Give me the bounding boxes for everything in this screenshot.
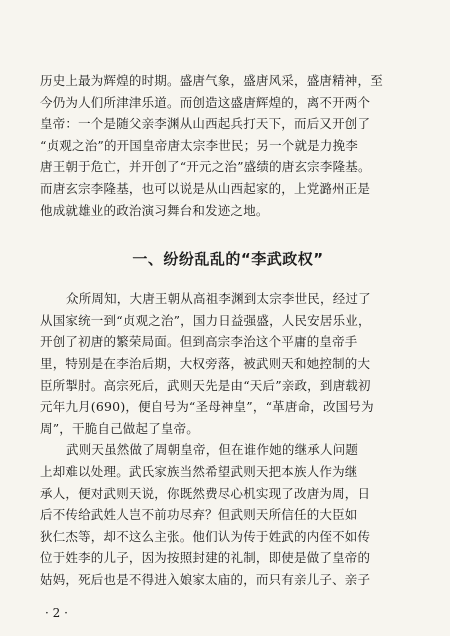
paragraph-2 [40, 439, 416, 590]
text-line: 上却难以处理。武氏家族当然希望武则天把本族人作为继 [40, 463, 358, 479]
text-line: 臣所掣肘。高宗死后，武则天先是由“天后”亲政，到唐载初 [40, 377, 371, 393]
text-line: 而唐玄宗李隆基，也可以说是从山西起家的，上党潞州正是 [40, 180, 371, 196]
section-heading-wrap [40, 248, 416, 269]
text-line: “贞观之治”的开国皇帝唐太宗李世民；另一个就是力挽李 [40, 137, 358, 153]
text-line: 唐王朝于危亡，并开创了“开元之治”盛绩的唐玄宗李隆基。 [40, 159, 371, 175]
text-line: 众所周知，大唐王朝从高祖李渊到太宗李世民，经过了 [66, 291, 371, 307]
text-line: 他成就雄业的政治演习舞台和发迹之地。 [40, 202, 269, 218]
text-line: 皇帝：一个是随父亲李渊从山西起兵打天下，而后又开创了 [40, 116, 371, 132]
text-line: 武则天虽然做了周朝皇帝，但在谁作她的继承人问题 [66, 442, 359, 458]
text-line: 位于姓李的儿子，因为按照封建的礼制，即使是做了皇帝的 [40, 550, 371, 566]
text-line: 从国家统一到“贞观之治”，国力日益强盛，人民安居乐业， [40, 312, 371, 328]
opening-paragraph [40, 70, 416, 221]
page-number: · 2 · [45, 606, 68, 620]
section-heading: 一、纷纷乱乱的“李武政权” [132, 250, 324, 269]
text-line: 历史上最为辉煌的时期。盛唐气象，盛唐风采，盛唐精神，至 [40, 73, 383, 88]
text-line: 里，特别是在李治后期，大权旁落，被武则天和她控制的大 [40, 355, 371, 371]
paragraph-1 [40, 288, 416, 439]
text-line: 姑妈，死后也是不得进入娘家太庙的，而只有亲儿子、亲子 [40, 571, 371, 587]
text-line: 后不传给武姓人岂不前功尽弃？但武则天所信任的大臣如 [40, 507, 358, 523]
text-line: 今仍为人们所津津乐道。而创造这盛唐辉煌的，离不开两个 [40, 94, 371, 110]
text-line: 承人，便对武则天说，你既然费尽心机实现了改唐为周，日 [40, 485, 371, 501]
text-line: 开创了初唐的繁荣局面。但到高宗李治这个平庸的皇帝手 [40, 334, 358, 350]
text-line: 元年九月(690)，便自号为“圣母神皇”，“革唐命，改国号为 [40, 399, 374, 415]
text-line: 周”，干脆自己做起了皇帝。 [40, 420, 199, 436]
text-line: 狄仁杰等，却不这么主张。他们认为传于姓武的内侄不如传 [40, 528, 371, 544]
